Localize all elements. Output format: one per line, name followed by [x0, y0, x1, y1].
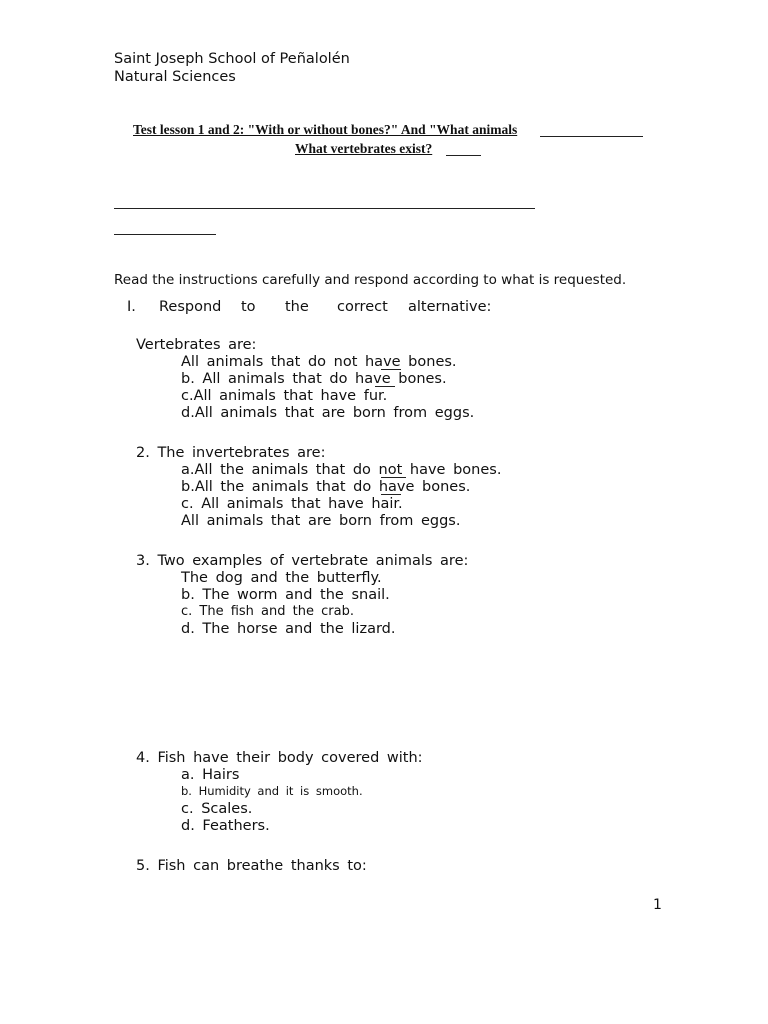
question-5-label: 5. Fish can breathe thanks to: [136, 858, 367, 874]
question-3-label: 3. Two examples of vertebrate animals are: [136, 553, 469, 569]
test-title-line2: What vertebrates exist? [295, 141, 433, 156]
question-4-label: 4. Fish have their body covered with: [136, 750, 423, 766]
title2-underline-extension [446, 155, 481, 156]
emphasis-underline [381, 477, 406, 478]
name-blank-line[interactable] [114, 208, 535, 209]
emphasis-underline [375, 386, 395, 387]
question-1-option-c: c.All animals that have fur. [181, 388, 388, 404]
question-2-option-d: All animals that are born from eggs. [181, 513, 461, 529]
question-4-option-a: a. Hairs [181, 767, 240, 783]
subject-name: Natural Sciences [114, 69, 236, 85]
question-4-option-d: d. Feathers. [181, 818, 270, 834]
question-1-option-b: b. All animals that do have bones. [181, 371, 447, 387]
question-1-option-d: d.All animals that are born from eggs. [181, 405, 475, 421]
question-2-option-b: b.All the animals that do have bones. [181, 479, 471, 495]
question-3-option-a: The dog and the butterfly. [181, 570, 382, 586]
section-heading [127, 299, 491, 315]
section-word-1: Respond [159, 299, 222, 315]
page-number: 1 [653, 897, 662, 913]
question-1-option-a: All animals that do not have bones. [181, 354, 457, 370]
emphasis-underline [381, 494, 401, 495]
question-2-option-c: c. All animals that have hair. [181, 496, 403, 512]
section-word-4: correct [337, 299, 388, 315]
title-underline-extension [540, 136, 643, 137]
date-blank-line[interactable] [114, 234, 216, 235]
question-2-option-a: a.All the animals that do not have bones. [181, 462, 502, 478]
question-2-label: 2. The invertebrates are: [136, 445, 326, 461]
question-4-option-b: b. Humidity and it is smooth. [181, 784, 363, 798]
emphasis-underline [381, 369, 401, 370]
section-number: I. [127, 299, 136, 315]
section-word-5: alternative: [408, 299, 492, 315]
test-title-line1: Test lesson 1 and 2: "With or without bones?" And "What animals [133, 122, 518, 137]
question-1-label: Vertebrates are: [136, 337, 257, 353]
question-3-option-b: b. The worm and the snail. [181, 587, 390, 603]
question-3-option-d: d. The horse and the lizard. [181, 621, 396, 637]
question-4-option-c: c. Scales. [181, 801, 253, 817]
question-3-option-c: c. The fish and the crab. [181, 604, 354, 619]
school-name: Saint Joseph School of Peñalolén [114, 51, 350, 67]
section-word-3: the [285, 299, 309, 315]
instructions-text: Read the instructions carefully and respond according to what is requested. [114, 272, 627, 288]
section-word-2: to [241, 299, 256, 315]
